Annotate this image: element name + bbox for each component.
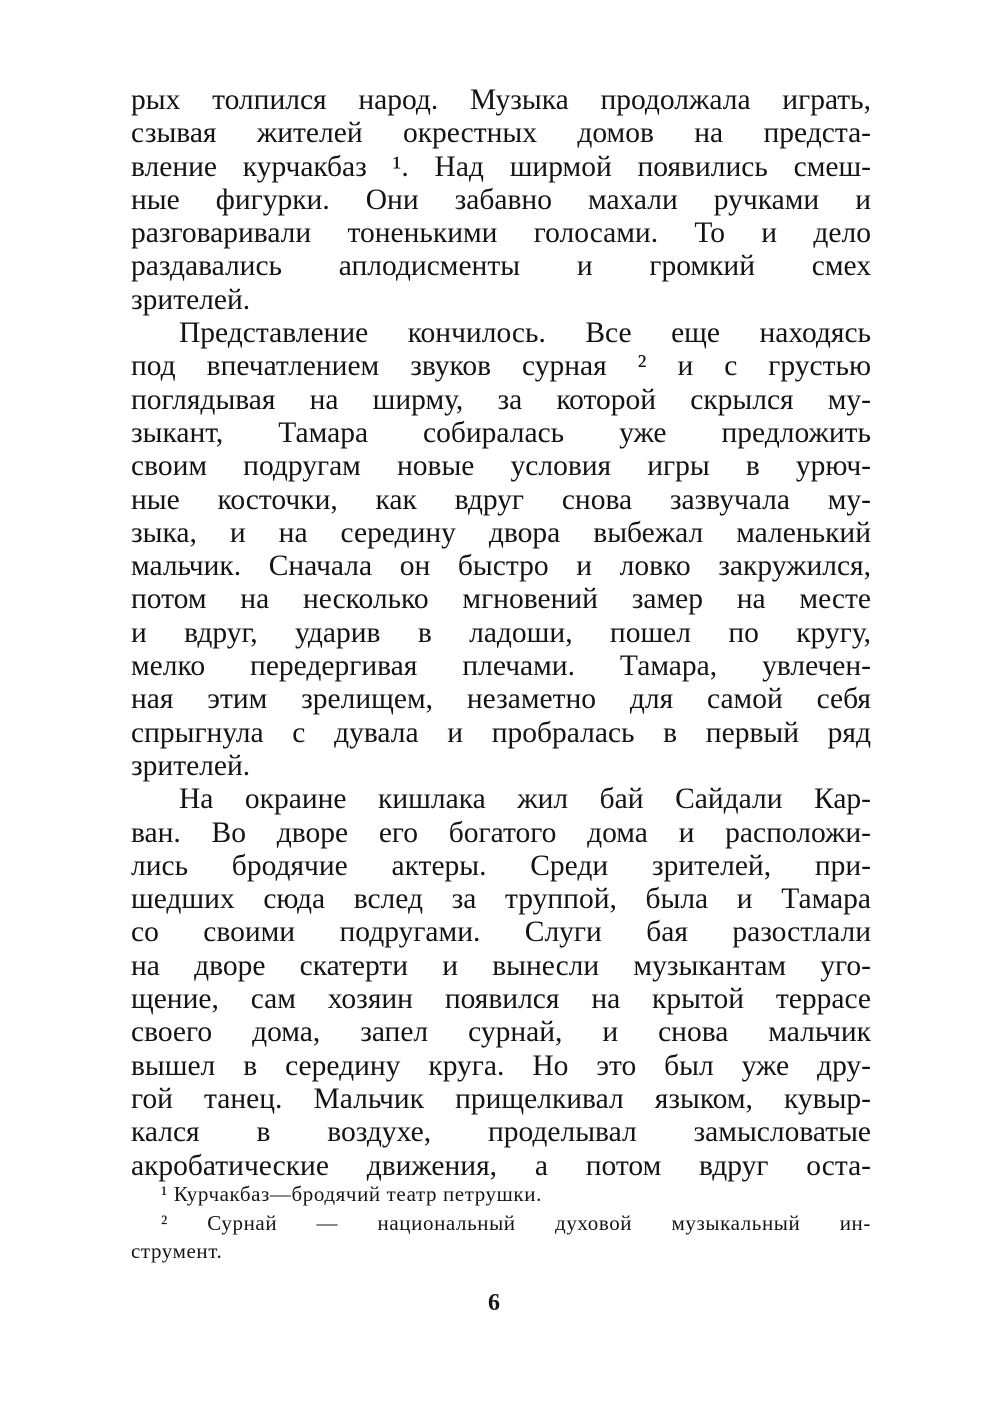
text-line: ные фигурки. Они забавно махали ручками и	[131, 183, 871, 216]
text-line: щение, сам хозяин появился на крытой террасе	[131, 983, 871, 1016]
text-line: со своими подругами. Слуги бая разостлали	[131, 916, 871, 949]
text-line: мелко передергивая плечами. Тамара, увлечен-	[131, 650, 871, 683]
footnote-line: ¹ Курчакбаз—бродячий театр петрушки.	[161, 1182, 542, 1206]
text-line: акробатические движения, а потом вдруг оста-	[131, 1149, 871, 1182]
text-line: зрителей.	[131, 749, 251, 782]
text-line: и вдруг, ударив в ладоши, пошел по кругу,	[131, 616, 871, 649]
text-line: шедших сюда вслед за труппой, была и Тамара	[131, 883, 871, 916]
text-line: мальчик. Сначала он быстро и ловко закружился,	[131, 550, 871, 583]
text-line: На окраине кишлака жил бай Сайдали Кар-	[179, 783, 871, 816]
text-line: рых толпился народ. Музыка продолжала играть,	[131, 84, 871, 116]
text-line: разговаривали тоненькими голосами. То и дело	[131, 217, 871, 250]
text-line: ная этим зрелищем, незаметно для самой себя	[131, 683, 871, 716]
text-line: под впечатлением звуков сурная ² и с грустью	[131, 350, 871, 383]
text-line: зыка, и на середину двора выбежал маленький	[131, 516, 871, 549]
text-line: на дворе скатерти и вынесли музыкантам уго-	[131, 949, 871, 982]
text-line: своего дома, запел сурнай, и снова мальчик	[131, 1016, 871, 1049]
text-line: своим подругам новые условия игры в урюч-	[131, 450, 871, 483]
text-line: зрителей.	[131, 283, 251, 316]
footnote-line: ² Сурнай — национальный духовой музыкальный ин-	[161, 1210, 871, 1235]
text-line: раздавались аплодисменты и громкий смех	[131, 250, 871, 283]
text-line: потом на несколько мгновений замер на месте	[131, 583, 871, 616]
text-line: Представление кончилось. Все еще находясь	[179, 317, 871, 350]
footnotes	[131, 1180, 871, 1266]
text-line: спрыгнула с дувала и пробралась в первый ряд	[131, 716, 871, 749]
text-line: сзывая жителей окрестных домов на предста-	[131, 117, 871, 150]
text-line: ван. Во дворе его богатого дома и расположи-	[131, 816, 871, 849]
text-line: лись бродячие актеры. Среди зрителей, при-	[131, 849, 871, 882]
text-line: гой танец. Мальчик прищелкивал языком, кувыр-	[131, 1082, 871, 1115]
page-number: 6	[488, 1290, 500, 1316]
body-text	[131, 84, 871, 1183]
text-line: вышел в середину круга. Но это был уже дру-	[131, 1049, 871, 1082]
text-line: кался в воздухе, проделывал замысловатые	[131, 1116, 871, 1149]
text-line: поглядывая на ширму, за которой скрылся му-	[131, 383, 871, 416]
text-line: вление курчакбаз ¹. Над ширмой появились смеш-	[131, 150, 871, 183]
footnote-line: струмент.	[131, 1239, 223, 1263]
text-line: зыкант, Тамара собиралась уже предложить	[131, 416, 871, 449]
text-line: ные косточки, как вдруг снова зазвучала му-	[131, 483, 871, 516]
